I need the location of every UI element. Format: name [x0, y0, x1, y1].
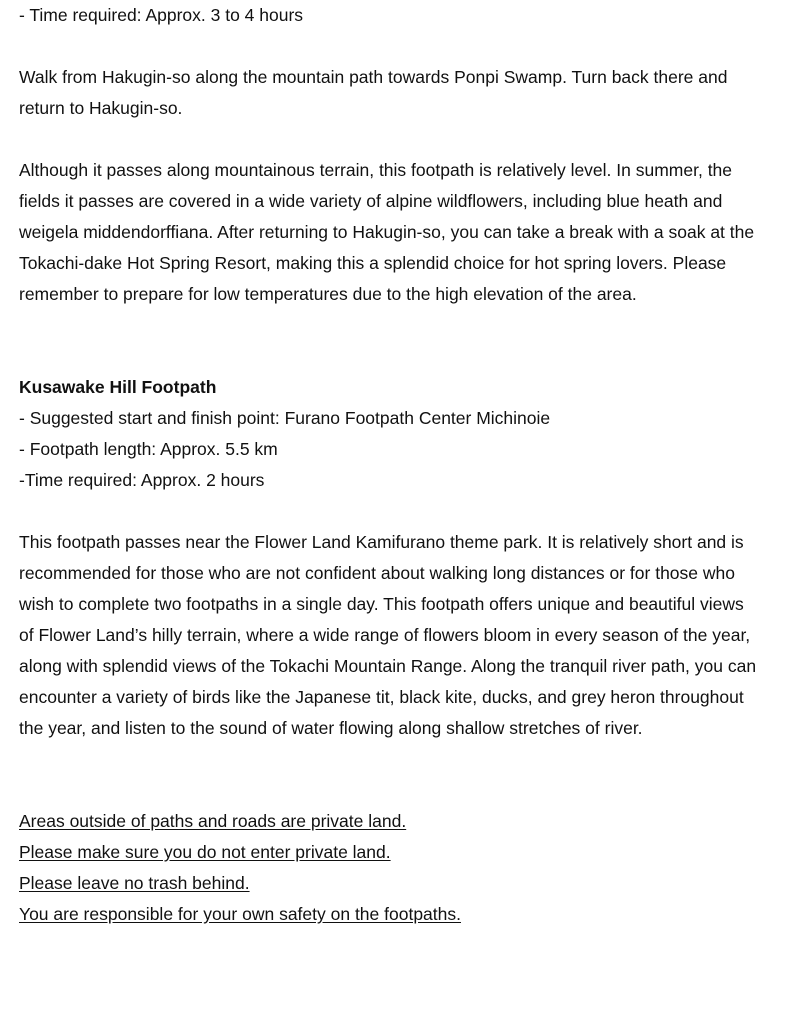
route1-description: Although it passes along mountainous terrain, this footpath is relatively level. In summer, the fields it passes are covered in a wide variety of alpine wildflowers, including blue heath and weigela middendorffiana. After returning to Hakugin-so, you can take a break with a soak at the Tokachi-dake Hot Spring Resort, making this a splendid choice for hot spring lovers. Please remember to prepare for low temperatures due to the high elevation of the area.: [19, 160, 755, 304]
spacer: [19, 744, 759, 806]
route2-length: - Footpath length: Approx. 5.5 km: [19, 439, 278, 459]
spacer: [19, 310, 759, 372]
notice-private-land: Areas outside of paths and roads are private land.: [19, 811, 407, 831]
route1-time-required: - Time required: Approx. 3 to 4 hours: [19, 5, 304, 25]
spacer: [19, 496, 759, 527]
route2-title: Kusawake Hill Footpath: [19, 377, 217, 397]
notice-no-trash: Please leave no trash behind.: [19, 873, 250, 893]
route2-time-required: -Time required: Approx. 2 hours: [19, 470, 265, 490]
route2-description: This footpath passes near the Flower Land Kamifurano theme park. It is relatively short and is recommended for those who are not confident about walking long distances or for those who wish to complete two footpaths in a single day. This footpath offers unique and beautiful views of Flower Land’s hilly terrain, where a wide range of flowers bloom in every season of the year, along with splendid views of the Tokachi Mountain Range. Along the tranquil river path, you can encounter a variety of birds like the Japanese tit, black kite, ducks, and grey heron throughout the year, and listen to the sound of water flowing along shallow stretches of river.: [19, 532, 757, 738]
notice-do-not-enter: Please make sure you do not enter private land.: [19, 842, 391, 862]
route2-start-point: - Suggested start and finish point: Furano Footpath Center Michinoie: [19, 408, 551, 428]
spacer: [19, 124, 759, 155]
route1-intro: Walk from Hakugin-so along the mountain path towards Ponpi Swamp. Turn back there and return to Hakugin-so.: [19, 67, 728, 118]
notice-own-safety: You are responsible for your own safety on the footpaths.: [19, 904, 461, 924]
spacer: [19, 31, 759, 62]
